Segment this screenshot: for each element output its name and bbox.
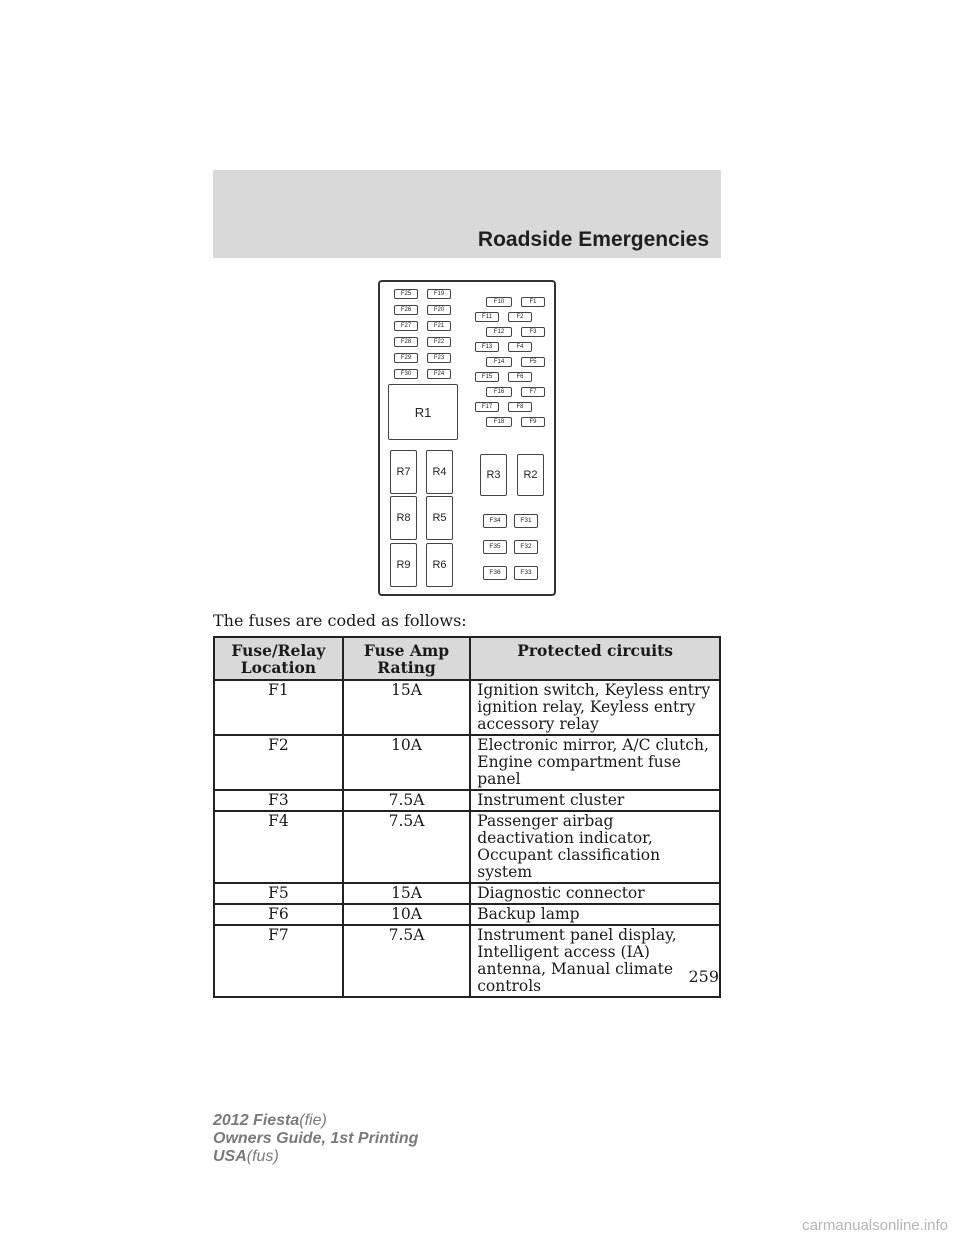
footer-guide: Owners Guide, 1st Printing bbox=[213, 1130, 419, 1147]
fuse-location: F4 bbox=[214, 811, 343, 883]
relay-R4: R4 bbox=[426, 450, 453, 494]
table-row bbox=[214, 811, 720, 883]
fuse-F4: F4 bbox=[508, 342, 532, 352]
relay-R5: R5 bbox=[426, 496, 453, 540]
section-header-band bbox=[213, 170, 721, 258]
fuse-F22: F22 bbox=[427, 337, 451, 347]
protected-circuits: Ignition switch, Keyless entry ignition relay, Keyless entry accessory relay bbox=[470, 680, 720, 735]
watermark: carmanualsonline.info bbox=[802, 1217, 948, 1234]
protected-circuits: Instrument panel display, Intelligent access (IA) antenna, Manual climate controls bbox=[470, 925, 720, 997]
fuse-rating: 7.5A bbox=[343, 925, 470, 997]
section-title: Roadside Emergencies bbox=[477, 228, 709, 251]
fuse-F31: F31 bbox=[514, 514, 538, 528]
fuse-F29: F29 bbox=[394, 353, 418, 363]
fuse-F1: F1 bbox=[521, 297, 545, 307]
fuse-F11: F11 bbox=[475, 312, 499, 322]
footer-line-region bbox=[213, 1148, 418, 1166]
relay-R8: R8 bbox=[390, 496, 417, 540]
protected-circuits: Diagnostic connector bbox=[470, 883, 720, 904]
fuse-rating: 10A bbox=[343, 904, 470, 925]
fuse-F12: F12 bbox=[486, 327, 512, 337]
footer-line-model bbox=[213, 1112, 418, 1130]
column-header-location: Fuse/Relay Location bbox=[214, 637, 343, 680]
relay-R9: R9 bbox=[390, 543, 417, 587]
fuse-location: F2 bbox=[214, 735, 343, 790]
page-number: 259 bbox=[688, 967, 719, 986]
fuse-F13: F13 bbox=[475, 342, 499, 352]
fuse-table bbox=[213, 636, 721, 998]
fuse-F15: F15 bbox=[475, 372, 499, 382]
table-row bbox=[214, 883, 720, 904]
fuse-F32: F32 bbox=[514, 540, 538, 554]
relay-R1: R1 bbox=[388, 384, 458, 440]
fuse-location: F3 bbox=[214, 790, 343, 811]
fuse-F27: F27 bbox=[394, 321, 418, 331]
fuse-F20: F20 bbox=[427, 305, 451, 315]
fuse-F23: F23 bbox=[427, 353, 451, 363]
relay-R2: R2 bbox=[517, 454, 544, 496]
fuse-rating: 15A bbox=[343, 883, 470, 904]
fuse-F17: F17 bbox=[475, 402, 499, 412]
fuse-F5: F5 bbox=[521, 357, 545, 367]
fuse-rating: 10A bbox=[343, 735, 470, 790]
fuse-location: F5 bbox=[214, 883, 343, 904]
fuse-F35: F35 bbox=[483, 540, 507, 554]
column-header-circuits: Protected circuits bbox=[470, 637, 720, 680]
fuse-F6: F6 bbox=[508, 372, 532, 382]
fuse-F25: F25 bbox=[394, 289, 418, 299]
table-row bbox=[214, 904, 720, 925]
fuse-F8: F8 bbox=[508, 402, 532, 412]
relay-R7: R7 bbox=[390, 450, 417, 494]
relay-R6: R6 bbox=[426, 543, 453, 587]
table-row bbox=[214, 735, 720, 790]
table-header-row bbox=[214, 637, 720, 680]
fuse-F10: F10 bbox=[486, 297, 512, 307]
footer-region-code: (fus) bbox=[246, 1148, 279, 1165]
fuse-location: F7 bbox=[214, 925, 343, 997]
footer-region: USA bbox=[213, 1148, 247, 1165]
fuse-F19: F19 bbox=[427, 289, 451, 299]
footer-model-code: (fie) bbox=[299, 1112, 327, 1129]
document-footer bbox=[213, 1112, 418, 1166]
fuse-F26: F26 bbox=[394, 305, 418, 315]
fuse-F24: F24 bbox=[427, 369, 451, 379]
fuse-F33: F33 bbox=[514, 566, 538, 580]
fuse-location: F1 bbox=[214, 680, 343, 735]
fuse-F36: F36 bbox=[483, 566, 507, 580]
intro-text: The fuses are coded as follows: bbox=[213, 611, 467, 630]
fuse-F2: F2 bbox=[508, 312, 532, 322]
fuse-F34: F34 bbox=[483, 514, 507, 528]
fuse-F3: F3 bbox=[521, 327, 545, 337]
protected-circuits: Electronic mirror, A/C clutch, Engine compartment fuse panel bbox=[470, 735, 720, 790]
fuse-F28: F28 bbox=[394, 337, 418, 347]
fuse-location: F6 bbox=[214, 904, 343, 925]
protected-circuits: Backup lamp bbox=[470, 904, 720, 925]
protected-circuits: Instrument cluster bbox=[470, 790, 720, 811]
fuse-F21: F21 bbox=[427, 321, 451, 331]
fuse-F9: F9 bbox=[521, 417, 545, 427]
fuse-F30: F30 bbox=[394, 369, 418, 379]
fuse-F18: F18 bbox=[486, 417, 512, 427]
column-header-rating: Fuse Amp Rating bbox=[343, 637, 470, 680]
fuse-panel-diagram bbox=[378, 280, 556, 596]
fuse-rating: 7.5A bbox=[343, 811, 470, 883]
fuse-rating: 7.5A bbox=[343, 790, 470, 811]
protected-circuits: Passenger airbag deactivation indicator, Occupant classification system bbox=[470, 811, 720, 883]
fuse-rating: 15A bbox=[343, 680, 470, 735]
table-row bbox=[214, 790, 720, 811]
relay-R3: R3 bbox=[480, 454, 507, 496]
fuse-F14: F14 bbox=[486, 357, 512, 367]
fuse-F7: F7 bbox=[521, 387, 545, 397]
fuse-F16: F16 bbox=[486, 387, 512, 397]
table-row bbox=[214, 680, 720, 735]
table-row bbox=[214, 925, 720, 997]
footer-model: 2012 Fiesta bbox=[213, 1112, 300, 1129]
